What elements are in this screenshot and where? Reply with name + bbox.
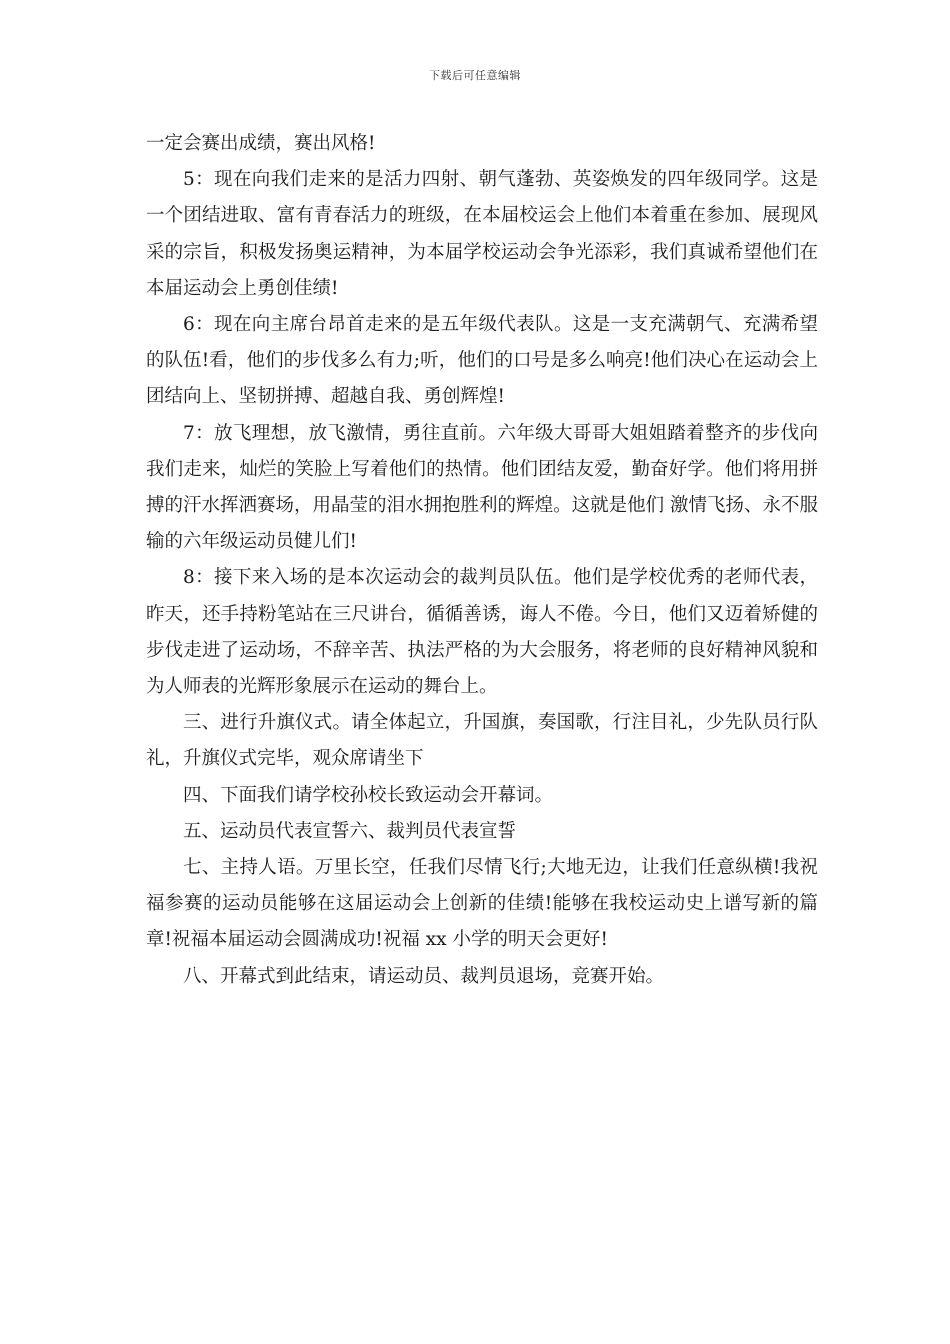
paragraph-item-5: 5：现在向我们走来的是活力四射、朝气蓬勃、英姿焕发的四年级同学。这是一个团结进取、富有青春活力的班级，在本届校运会上他们本着重在参加、展现风采的宗旨，积极发扬奥运精神，为本届学校运动会争光添彩，我们真诚希望他们在本届运动会上勇创佳绩! [146,169,818,299]
paragraph-item-8: 8：接下来入场的是本次运动会的裁判员队伍。他们是学校优秀的老师代表，昨天，还手持粉笔站在三尺讲台，循循善诱，诲人不倦。今日，他们又迈着矫健的步伐走进了运动场，不辞辛苦、执法严格的为大会服务，将老师的良好精神风貌和为人师表的光辉形象展示在运动的舞台上。 [146,567,818,698]
paragraph-item-7: 7：放飞理想，放飞激情，勇往直前。六年级大哥哥大姐姐踏着整齐的步伐向我们走来，灿烂的笑脸上写着他们的热情。他们团结友爱，勤奋好学。他们将用拼搏的汗水挥洒赛场，用晶莹的泪水拥抱胜利的辉煌。这就是他们 激情飞扬、永不服输的六年级运动员健儿们! [146,422,818,553]
paragraph-item-6: 6：现在向主席台昂首走来的是五年级代表队。这是一支充满朝气、充满希望的队伍!看，他们的步伐多么有力;听，他们的口号是多么响亮!他们决心在运动会上团结向上、坚韧拼搏、超越自我、勇创辉煌! [146,314,818,408]
paragraph-section-7: 七、主持人语。万里长空，任我们尽情飞行;大地无边，让我们任意纵横!我祝福参赛的运动员能够在这届运动会上创新的佳绩!能够在我校运动史上谱写新的篇章!祝福本届运动会圆满成功!祝福 xx 小学的明天会更好! [146,857,818,951]
document-body [146,126,818,995]
paragraph-section-8: 八、开幕式到此结束，请运动员、裁判员退场，竞赛开始。 [183,965,665,987]
paragraph-continuation: 一定会赛出成绩，赛出风格! [146,133,376,154]
page-header: 下载后可任意编辑 [429,69,521,82]
paragraph-section-5-6: 五、运动员代表宣誓六、裁判员代表宣誓 [183,820,517,842]
paragraph-section-3: 三、进行升旗仪式。请全体起立，升国旗，奏国歌，行注目礼，少先队员行队礼，升旗仪式完毕，观众席请坐下 [146,712,818,770]
paragraph-section-4: 四、下面我们请学校孙校长致运动会开幕词。 [183,784,554,806]
